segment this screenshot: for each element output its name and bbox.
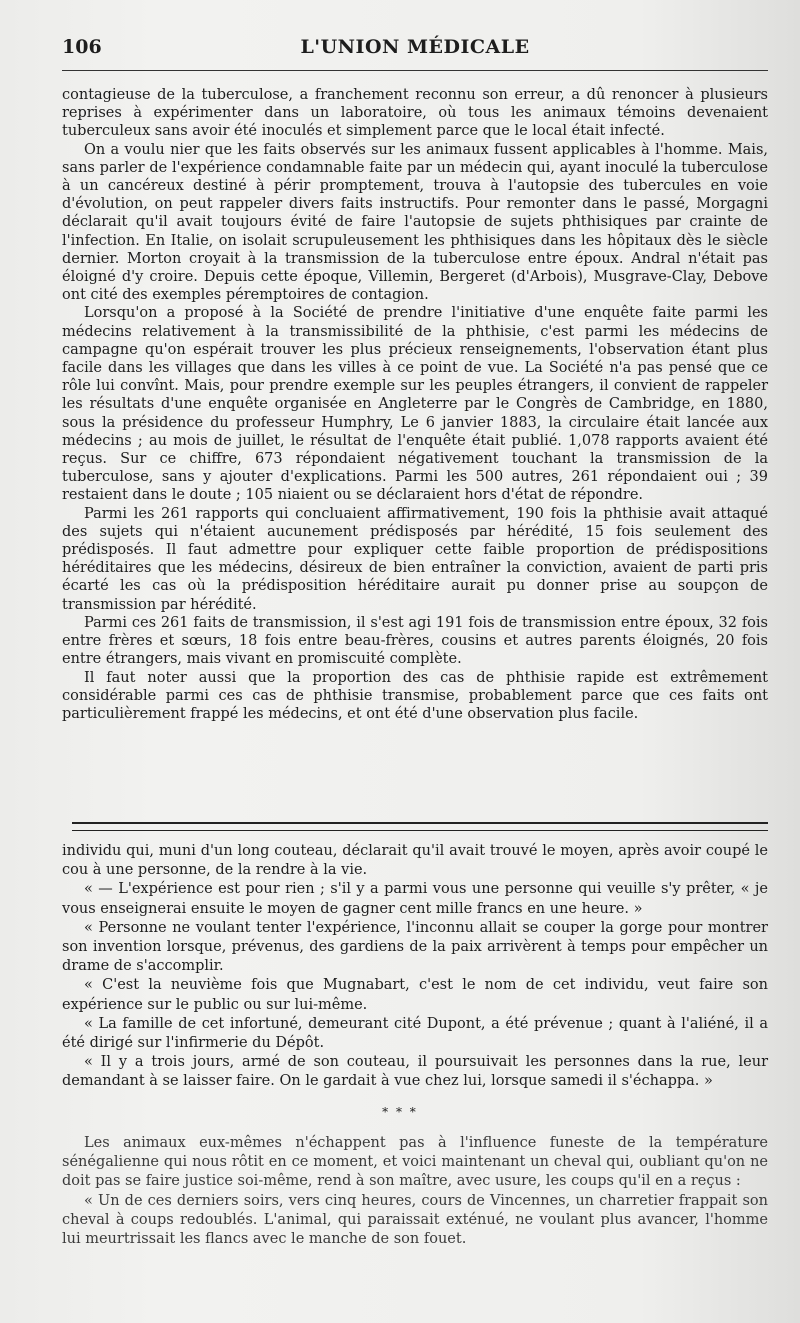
- paragraph: Parmi ces 261 faits de transmission, il s'est agi 191 fois de transmission entre époux, 32 fois entre frères et sœurs, 18 fois entre beau-frères, cousins et autres parents éloignés, 20 fois entre étrangers, mais vivant en promiscuité complète.: [62, 614, 768, 668]
- page-header: [62, 34, 768, 62]
- paragraph: « Personne ne voulant tenter l'expérience, l'inconnu allait se couper la gorge pour montrer son invention lorsque, prévenus, des gardiens de la paix arrivèrent à temps pour empêcher un drame de s'accomplir.: [62, 919, 768, 975]
- paragraph: Les animaux eux-mêmes n'échappent pas à l'influence funeste de la température sénégalienne qui nous rôtit en ce moment, et voici maintenant un cheval qui, oubliant qu'on ne doit pas se faire justice soi-même, rend à son maître, avec usure, les coups qu'il en a reçus :: [62, 1135, 768, 1190]
- paragraph: Parmi les 261 rapports qui concluaient affirmativement, 190 fois la phthisie avait attaqué des sujets qui n'étaient aucunement prédisposés par hérédité, 15 fois seulement des prédisposés. Il faut admettre pour expliquer cette faible proportion de prédispositions héréditaires que les médecins, désireux de bien entraîner la conviction, avaient de parti pris écarté les cas où la prédisposition héréditaire aurait pu donner prise au soupçon de transmission par hérédité.: [62, 505, 768, 613]
- header-rule: [62, 70, 768, 71]
- article-lower-continuation: [62, 1134, 768, 1249]
- paragraph: « C'est la neuvième fois que Mugnabart, c'est le nom de cet individu, veut faire son expérience sur le public ou sur lui-même.: [62, 977, 768, 1013]
- page-number: 106: [62, 36, 102, 58]
- paragraph: « La famille de cet infortuné, demeurant cité Dupont, a été prévenue ; quant à l'aliéné, il a été dirigé sur l'infirmerie du Dépôt.: [62, 1015, 768, 1052]
- asterism-separator: * * *: [382, 1105, 418, 1119]
- paragraph: « Il y a trois jours, armé de son couteau, il poursuivait les personnes dans la rue, leur demandant à se laisser faire. On le gardait à vue chez lui, lorsque samedi il s'échappa. »: [62, 1054, 768, 1090]
- paragraph: individu qui, muni d'un long couteau, déclarait qu'il avait trouvé le moyen, après avoir coupé le cou à une personne, de la rendre à la vie.: [62, 843, 768, 879]
- running-title: L'UNION MÉDICALE: [300, 36, 530, 58]
- paragraph: Il faut noter aussi que la proportion des cas de phthisie rapide est extrêmement considérable parmi ces cas de phthisie transmise, probablement parce que ces faits ont particulièrement frappé les médecins, et ont été d'une observation plus facile.: [62, 669, 768, 722]
- section-divider: [72, 822, 768, 831]
- paragraph: Lorsqu'on a proposé à la Société de prendre l'initiative d'une enquête faite parmi les médecins relativement à la transmissibilité de la phthisie, c'est parmi les médecins de campagne qu'on espérait trouver les plus précieux renseignements, l'observation étant plus facile dans les villages que dans les villes à ce point de vue. La Société n'a pas pensé que ce rôle lui convînt. Mais, pour prendre exemple sur les peuples étrangers, il convient de rappeler les résultats d'une enquête organisée en Angleterre par le Congrès de Cambridge, en 1880, sous la présidence du professeur Humphry, Le 6 janvier 1883, la circulaire était lancée aux médecins ; au mois de juillet, le résultat de l'enquête était publié. 1,078 rapports avaient été reçus. Sur ce chiffre, 673 répondaient négativement touchant la transmission de la tuberculose, sans y ajouter d'explications. Parmi les 500 autres, 261 répondaient oui ; 39 restaient dans le doute ; 105 niaient ou se déclaraient hors d'état de répondre.: [62, 305, 768, 504]
- paragraph: « Un de ces derniers soirs, vers cinq heures, cours de Vincennes, un charretier frappait son cheval à coups redoublés. L'animal, qui paraissait exténué, ne voulant plus avancer, l'homme lui meurtrissait les flancs avec le manche de son fouet.: [62, 1192, 768, 1248]
- article-upper-section: [62, 86, 768, 723]
- paragraph: contagieuse de la tuberculose, a franchement reconnu son erreur, a dû renoncer à plusieurs reprises à expérimenter dans un laboratoire, où tous les animaux témoins devenaient tuberculeux sans avoir été inoculés et simplement parce que le local était infecté.: [62, 87, 768, 140]
- article-lower-section: [62, 842, 768, 1092]
- paragraph: On a voulu nier que les faits observés sur les animaux fussent applicables à l'homme. Mais, sans parler de l'expérience condamnable faite par un médecin qui, ayant inoculé la tuberculose à un cancéreux destiné à périr promptement, trouva à l'autopsie des tubercules en voie d'évolution, on peut rappeler divers faits instructifs. Pour remonter dans le passé, Morgagni déclarait qu'il avait toujours évité de faire l'autopsie de sujets phthisiques par crainte de l'infection. En Italie, on isolait scrupuleusement les phthisiques dans les hôpitaux dès le siècle dernier. Morton croyait à la transmission de la tuberculose entre époux. Andral n'était pas éloigné d'y croire. Depuis cette époque, Villemin, Bergeret (d'Arbois), Musgrave-Clay, Debove ont cité des exemples péremptoires de contagion.: [62, 141, 768, 304]
- paragraph: « — L'expérience est pour rien ; s'il y a parmi vous une personne qui veuille s'y prêter, « je vous enseignerai ensuite le moyen de gagner cent mille francs en une heure. »: [62, 881, 768, 917]
